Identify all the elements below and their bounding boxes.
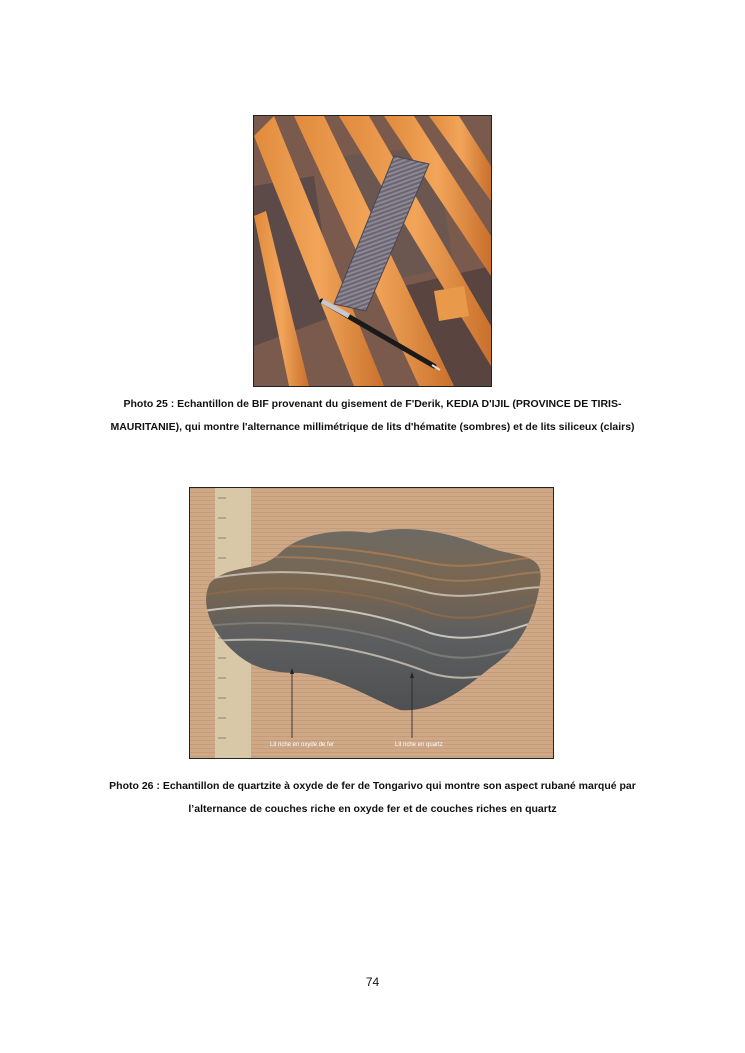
page-number: 74 [365,975,380,989]
photo-26-caption [90,775,655,821]
photo-25-caption-line-1: Photo 25 : Echantillon de BIF provenant du gisement de F'Derik, KEDIA D'IJIL (PROVINCE DE TIRIS- [123,398,622,410]
photo-25-caption-line-2: MAURITANIE), qui montre l'alternance millimétrique de lits d'hématite (sombres) et de lits siliceux (clairs) [110,421,635,433]
photo-25-illustration [254,116,491,386]
photo-25-caption [90,393,655,439]
photo-26-illustration [190,488,553,758]
photo-25-bif-sample [253,115,492,387]
photo-26-quartzite-sample [189,487,554,759]
label-lit-oxyde-fer: Lit riche en oxyde de fer [270,742,335,748]
label-lit-quartz: Lit riche en quartz [395,742,443,748]
photo-26-caption-line-1: Photo 26 : Echantillon de quartzite à oxyde de fer de Tongarivo qui montre son aspect rubané marqué par [109,780,636,792]
photo-26-caption-line-2: l’alternance de couches riche en oxyde fer et de couches riches en quartz [188,803,557,815]
